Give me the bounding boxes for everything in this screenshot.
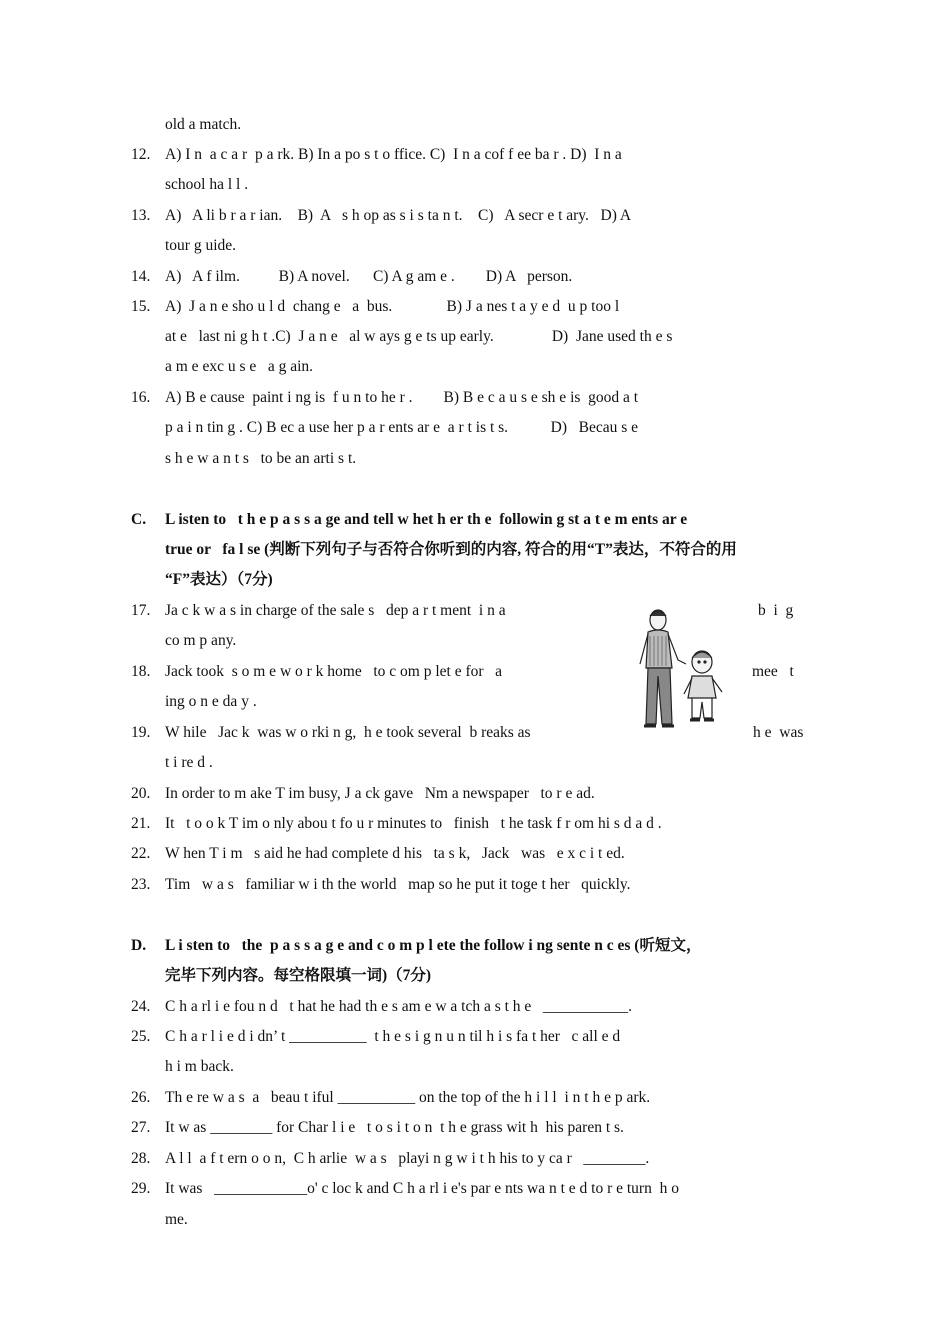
- line-text: “F”表达）（7分): [165, 571, 273, 588]
- side-text: mee t: [752, 663, 794, 680]
- question-number: 24.: [131, 998, 151, 1015]
- question-number: 25.: [131, 1028, 151, 1045]
- question-number: 16.: [131, 389, 151, 406]
- question-number: 27.: [131, 1119, 151, 1136]
- question-number: 28.: [131, 1150, 151, 1167]
- line-text: Ja c k w a s in charge of the sale s dep a r t ment i n a: [165, 602, 506, 619]
- line-text: A) B e cause paint i ng is f u n to he r . B) B e c a u s e sh e is good a t: [165, 389, 639, 406]
- line-text: t i re d .: [165, 754, 213, 771]
- line-text: p a i n tin g . C) B ec a use her p a r ents ar e a r t is t s. D) Becau s e: [165, 419, 639, 436]
- line-text: In order to m ake T im busy, J a ck gave Nm a newspaper to r e ad.: [165, 785, 595, 802]
- line-text: Jack took s o m e w o r k home to c om p let e for a: [165, 663, 503, 680]
- question-number: 21.: [131, 815, 151, 832]
- side-text: h e was: [753, 724, 804, 741]
- line-text: A) I n a c a r p a rk. B) In a po s t o ffice. C) I n a cof f ee ba r . D) I n a: [165, 146, 622, 163]
- line-text: A) A li b r a r ian. B) A s h op as s i s ta n t. C) A secr e t ary. D) A: [165, 207, 632, 224]
- question-number: 19.: [131, 724, 151, 741]
- question-number: 22.: [131, 845, 151, 862]
- question-number: 15.: [131, 298, 151, 315]
- line-text: Tim w a s familiar w i th the world map so he put it toge t her quickly.: [165, 876, 631, 893]
- line-text: Th e re w a s a beau t iful __________ on the top of the h i l l i n t h e p ark.: [165, 1089, 651, 1106]
- line-text: tour g uide.: [165, 237, 237, 254]
- question-number: 26.: [131, 1089, 151, 1106]
- line-text: W hile Jac k was w o rki n g, h e took several b reaks as: [165, 724, 531, 741]
- line-text: at e last ni g h t .C) J a n e al w ays g e ts up early. D) Jane used th e s: [165, 328, 673, 345]
- line-text: s h e w a n t s to be an arti s t.: [165, 450, 357, 467]
- line-text: me.: [165, 1211, 188, 1228]
- line-text: C h a r l i e d i dn’ t __________ t h e s i g n u n til h i s fa t her c all e d: [165, 1028, 621, 1045]
- line-text: co m p any.: [165, 632, 237, 649]
- line-text: L i sten to the p a s s a g e and c o m p l ete the follow i ng sente n c es (听短文，: [165, 937, 702, 954]
- question-number: 29.: [131, 1180, 151, 1197]
- line-text: old a match.: [165, 116, 242, 133]
- line-text: It was ____________o' c loc k and C h a rl i e's par e nts wa n t e d to r e turn h o: [165, 1180, 679, 1197]
- question-number: 17.: [131, 602, 151, 619]
- question-number: 12.: [131, 146, 151, 163]
- question-number: 20.: [131, 785, 151, 802]
- line-text: h i m back.: [165, 1058, 234, 1075]
- question-number: 23.: [131, 876, 151, 893]
- line-text: A) J a n e sho u l d chang e a bus. B) J a nes t a y e d u p too l: [165, 298, 620, 315]
- question-number: 18.: [131, 663, 151, 680]
- line-text: A) A f ilm. B) A novel. C) A g am e . D) A person.: [165, 268, 573, 285]
- line-text: W hen T i m s aid he had complete d his ta s k, Jack was e x c i t ed.: [165, 845, 625, 862]
- line-text: C h a rl i e fou n d t hat he had th e s am e w a tch a s t h e ___________.: [165, 998, 633, 1015]
- line-text: school ha l l .: [165, 176, 249, 193]
- line-text: L isten to t h e p a s s a ge and tell w het h er th e followin g st a t e m ents ar e: [165, 511, 688, 528]
- question-number: 13.: [131, 207, 151, 224]
- line-text: A l l a f t ern o o n, C h arlie w a s playi n g w i t h his to y ca r ________.: [165, 1150, 650, 1167]
- line-text: ing o n e da y .: [165, 693, 257, 710]
- line-text: It t o o k T im o nly abou t fo u r minutes to finish t he task f r om hi s d a d .: [165, 815, 662, 832]
- man-and-boy-illustration: [636, 606, 728, 732]
- side-text: b i g: [758, 602, 794, 619]
- line-text: a m e exc u s e a g ain.: [165, 358, 314, 375]
- line-text: 完毕下列内容。每空格限填一词)（7分): [165, 967, 432, 984]
- question-number: C.: [131, 511, 147, 528]
- line-text: true or fa l se (判断下列句子与否符合你听到的内容, 符合的用“T”表达，不符合的用: [165, 541, 737, 558]
- question-number: D.: [131, 937, 147, 954]
- line-text: It w as ________ for Char l i e t o s i t o n t h e grass wit h his paren t s.: [165, 1119, 624, 1136]
- question-number: 14.: [131, 268, 151, 285]
